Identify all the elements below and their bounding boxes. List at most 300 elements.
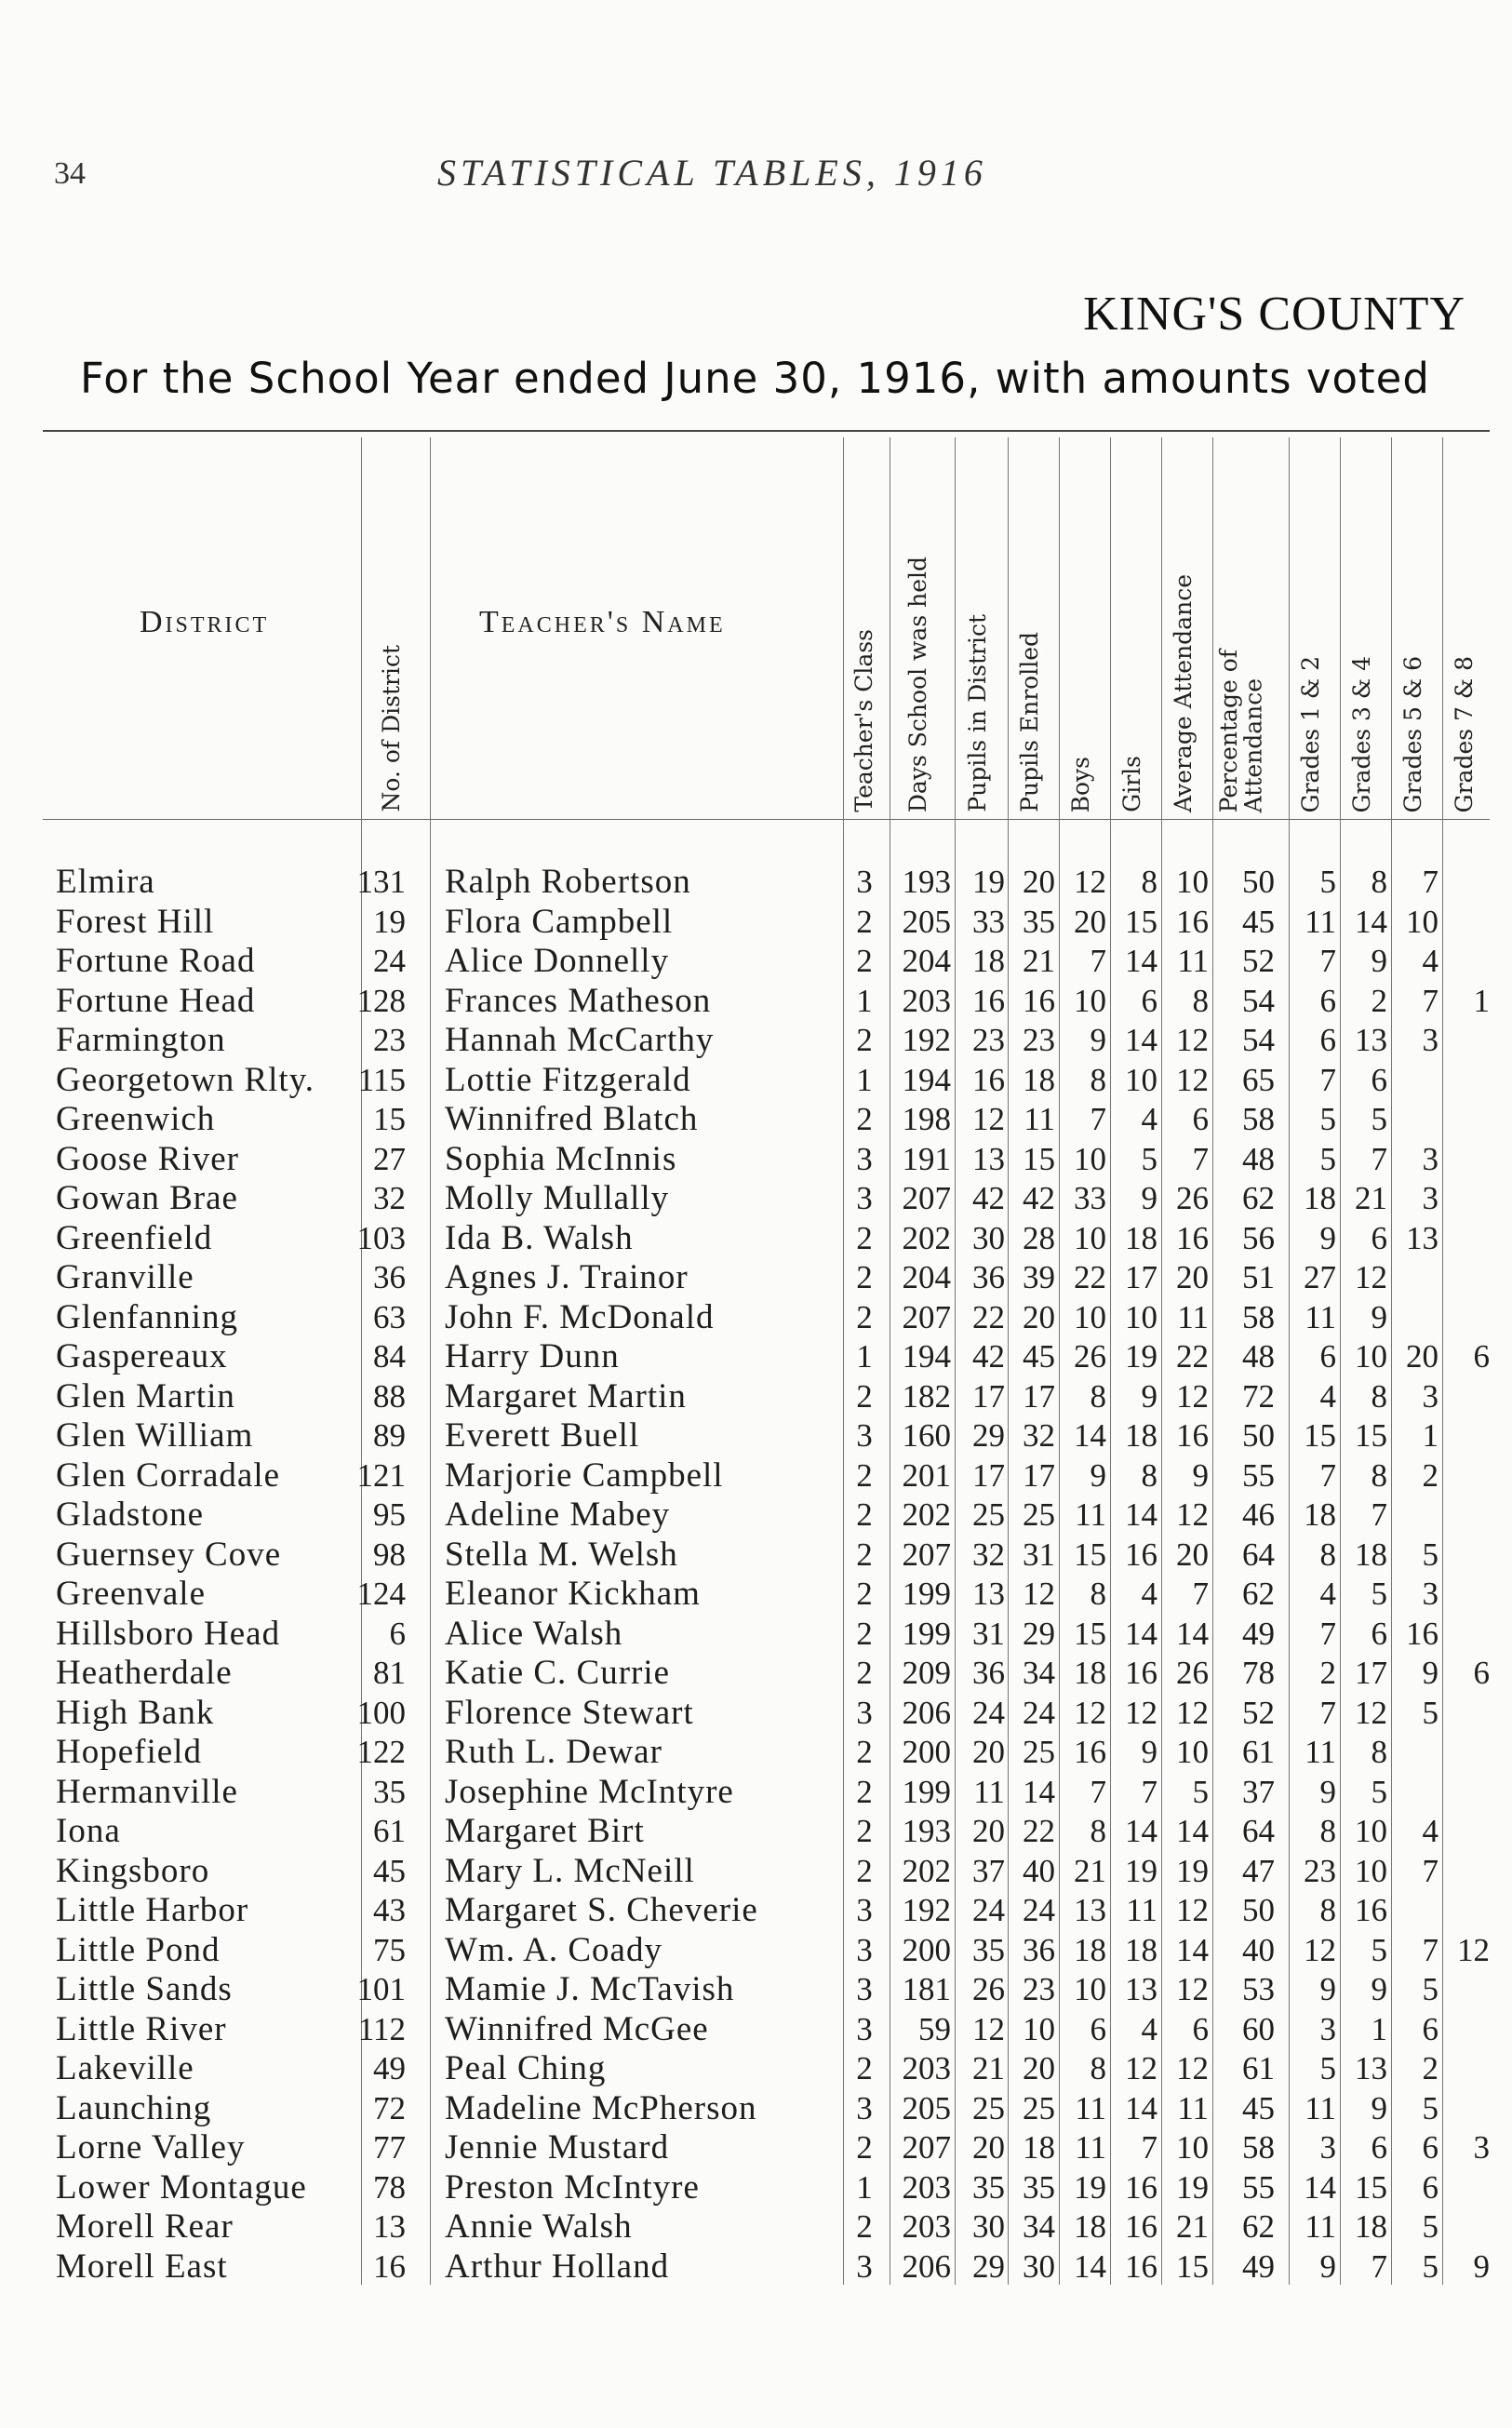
grades-1-2-cell: 9: [1319, 1971, 1336, 2007]
pupils-in-district-cell: 18: [972, 943, 1005, 979]
boys-cell: 18: [1074, 1931, 1106, 1968]
boys-cell: 20: [1074, 903, 1106, 940]
table-row: [0, 1456, 1512, 1496]
district-cell: Fortune Head: [56, 981, 256, 1020]
teacher-name-cell: Ralph Robertson: [445, 863, 691, 901]
boys-cell: 10: [1074, 982, 1106, 1019]
grades-5-6-cell: 6: [1422, 2010, 1438, 2047]
grades-1-2-cell: 23: [1304, 1852, 1336, 1889]
pupils-enrolled-cell: 39: [1023, 1259, 1055, 1295]
girls-cell: 18: [1125, 1931, 1157, 1968]
days-held-cell: 160: [902, 1417, 951, 1454]
percentage-cell: 64: [1242, 1536, 1275, 1573]
header-percentage-attendance: [1217, 650, 1266, 812]
teacher-class-cell: 3: [856, 864, 873, 900]
district-cell: Glen Corradale: [56, 1455, 281, 1495]
pupils-in-district-cell: 31: [972, 1615, 1005, 1652]
header-teachers-class: Teacher's Class: [850, 629, 877, 812]
grades-5-6-cell: 5: [1422, 1694, 1438, 1731]
pupils-enrolled-cell: 30: [1023, 2247, 1055, 2285]
teacher-name-cell: Josephine McIntyre: [445, 1772, 734, 1811]
district-number-cell: 75: [373, 1931, 406, 1968]
grades-5-6-cell: 20: [1406, 1338, 1438, 1375]
district-number-cell: 61: [373, 1813, 406, 1849]
grades-5-6-cell: 7: [1422, 864, 1438, 900]
average-attendance-cell: 19: [1176, 2168, 1209, 2206]
grades-1-2-cell: 2: [1319, 1655, 1336, 1691]
boys-cell: 6: [1090, 2010, 1106, 2047]
grades-5-6-cell: 7: [1422, 982, 1438, 1019]
pupils-enrolled-cell: 14: [1023, 1773, 1055, 1810]
teacher-class-cell: 2: [856, 1219, 873, 1256]
teacher-name-cell: Margaret S. Cheverie: [445, 1891, 758, 1929]
days-held-cell: 206: [902, 1694, 951, 1731]
boys-cell: 14: [1074, 2247, 1106, 2285]
percentage-cell: 62: [1242, 1180, 1275, 1216]
teacher-name-cell: Stella M. Welsh: [445, 1535, 678, 1574]
average-attendance-cell: 10: [1176, 864, 1209, 900]
county-title: KING'S COUNTY: [1083, 288, 1465, 341]
teacher-name-cell: Frances Matheson: [445, 981, 712, 1020]
teacher-class-cell: 2: [856, 2208, 873, 2245]
table-row: [0, 1812, 1512, 1851]
grades-5-6-cell: 7: [1422, 1852, 1438, 1889]
district-cell: Heatherdale: [56, 1654, 233, 1692]
grades-1-2-cell: 4: [1319, 1576, 1336, 1612]
girls-cell: 6: [1141, 982, 1157, 1019]
pupils-enrolled-cell: 17: [1023, 1377, 1055, 1415]
grades-3-4-cell: 18: [1355, 1536, 1387, 1573]
table-row: [0, 2128, 1512, 2167]
pupils-in-district-cell: 25: [972, 2089, 1005, 2126]
district-number-cell: 101: [356, 1971, 406, 2007]
percentage-cell: 61: [1242, 2050, 1275, 2086]
table-row: [0, 1416, 1512, 1455]
percentage-cell: 58: [1242, 1298, 1275, 1335]
grades-5-6-cell: 6: [1422, 2168, 1438, 2206]
pupils-in-district-cell: 24: [972, 1694, 1005, 1731]
average-attendance-cell: 12: [1176, 1061, 1209, 1098]
teacher-class-cell: 3: [856, 2089, 873, 2126]
pupils-in-district-cell: 23: [972, 1022, 1005, 1058]
district-cell: Georgetown Rlty.: [56, 1060, 315, 1099]
grades-3-4-cell: 13: [1355, 2050, 1387, 2086]
teacher-name-cell: Winnifred Blatch: [445, 1100, 699, 1138]
boys-cell: 18: [1074, 2208, 1106, 2245]
district-number-cell: 24: [373, 943, 406, 979]
table-row: [0, 2207, 1512, 2247]
table-row: [0, 1733, 1512, 1772]
average-attendance-cell: 12: [1176, 1694, 1209, 1731]
pupils-in-district-cell: 30: [972, 1219, 1005, 1256]
pupils-in-district-cell: 19: [972, 864, 1005, 900]
grades-3-4-cell: 7: [1371, 2247, 1387, 2285]
teacher-class-cell: 2: [856, 1773, 873, 1810]
header-no-of-district: No. of District: [378, 645, 405, 812]
pupils-enrolled-cell: 42: [1023, 1180, 1055, 1216]
pupils-enrolled-cell: 24: [1023, 1892, 1055, 1928]
percentage-cell: 58: [1242, 2129, 1275, 2166]
percentage-cell: 48: [1242, 1338, 1275, 1375]
grades-1-2-cell: 3: [1319, 2010, 1336, 2047]
district-cell: Hermanville: [56, 1772, 238, 1811]
boys-cell: 15: [1074, 1536, 1106, 1573]
grades-5-6-cell: 16: [1406, 1615, 1438, 1652]
boys-cell: 33: [1074, 1180, 1106, 1216]
district-cell: Farmington: [56, 1021, 226, 1059]
grades-5-6-cell: 1: [1422, 1417, 1438, 1454]
teacher-name-cell: Margaret Martin: [445, 1376, 687, 1415]
grades-1-2-cell: 27: [1304, 1259, 1336, 1295]
district-number-cell: 36: [373, 1259, 406, 1295]
girls-cell: 15: [1125, 903, 1157, 940]
pupils-enrolled-cell: 17: [1023, 1456, 1055, 1494]
district-cell: Lower Montague: [56, 2167, 307, 2207]
teacher-name-cell: Molly Mullally: [445, 1179, 670, 1217]
average-attendance-cell: 16: [1176, 1417, 1209, 1454]
grades-1-2-cell: 8: [1319, 1892, 1336, 1928]
girls-cell: 9: [1141, 1180, 1157, 1216]
girls-cell: 14: [1125, 1022, 1157, 1058]
pupils-in-district-cell: 25: [972, 1496, 1005, 1533]
district-number-cell: 124: [356, 1576, 406, 1612]
table-row: [0, 1773, 1512, 1812]
girls-cell: 14: [1125, 2089, 1157, 2126]
district-number-cell: 121: [356, 1456, 406, 1494]
pupils-enrolled-cell: 35: [1023, 903, 1055, 940]
average-attendance-cell: 7: [1192, 1140, 1209, 1177]
days-held-cell: 192: [902, 1892, 951, 1928]
district-cell: Greenfield: [56, 1218, 213, 1257]
days-held-cell: 199: [902, 1773, 951, 1810]
pupils-in-district-cell: 35: [972, 1931, 1005, 1968]
grades-1-2-cell: 18: [1304, 1496, 1336, 1533]
grades-1-2-cell: 11: [1305, 903, 1336, 940]
table-row: [0, 1140, 1512, 1179]
teacher-class-cell: 2: [856, 1813, 873, 1849]
pupils-in-district-cell: 17: [972, 1456, 1005, 1494]
percentage-cell: 47: [1242, 1852, 1275, 1889]
district-number-cell: 13: [373, 2208, 406, 2245]
district-cell: Lakeville: [56, 2049, 194, 2087]
grades-3-4-cell: 10: [1355, 1338, 1387, 1375]
girls-cell: 16: [1125, 1536, 1157, 1573]
grades-1-2-cell: 6: [1319, 982, 1336, 1019]
teacher-name-cell: Harry Dunn: [445, 1337, 620, 1375]
grades-7-8-cell: 9: [1473, 2247, 1490, 2285]
pupils-in-district-cell: 17: [972, 1377, 1005, 1415]
percentage-cell: 49: [1242, 2247, 1275, 2285]
district-number-cell: 63: [373, 1298, 406, 1335]
district-cell: Elmira: [56, 863, 155, 901]
district-cell: Glen William: [56, 1416, 254, 1455]
pupils-enrolled-cell: 12: [1023, 1576, 1055, 1612]
table-row: [0, 1654, 1512, 1693]
grades-3-4-cell: 15: [1355, 2168, 1387, 2206]
header-percentage-line2: Attendance: [1239, 677, 1267, 812]
pupils-enrolled-cell: 20: [1023, 2050, 1055, 2086]
teacher-class-cell: 2: [856, 1536, 873, 1573]
teacher-class-cell: 2: [856, 2129, 873, 2166]
pupils-in-district-cell: 37: [972, 1852, 1005, 1889]
percentage-cell: 55: [1242, 1456, 1275, 1494]
days-held-cell: 204: [902, 1259, 951, 1295]
grades-5-6-cell: 5: [1422, 1536, 1438, 1573]
girls-cell: 4: [1141, 2010, 1157, 2047]
grades-1-2-cell: 11: [1305, 2208, 1336, 2245]
teacher-name-cell: Mamie J. McTavish: [445, 1970, 735, 2008]
days-held-cell: 199: [902, 1615, 951, 1652]
average-attendance-cell: 14: [1176, 1615, 1209, 1652]
girls-cell: 9: [1141, 1734, 1157, 1770]
pupils-enrolled-cell: 32: [1023, 1417, 1055, 1454]
header-pupils-enrolled: Pupils Enrolled: [1016, 632, 1043, 812]
percentage-cell: 72: [1242, 1377, 1275, 1415]
table-row: [0, 1258, 1512, 1297]
teacher-name-cell: Florence Stewart: [445, 1693, 694, 1732]
boys-cell: 7: [1090, 1101, 1106, 1137]
grades-3-4-cell: 12: [1355, 1259, 1387, 1295]
teacher-name-cell: Ida B. Walsh: [445, 1218, 634, 1257]
average-attendance-cell: 16: [1176, 903, 1209, 940]
teacher-class-cell: 3: [856, 1140, 873, 1177]
boys-cell: 11: [1075, 2129, 1106, 2166]
days-held-cell: 203: [902, 2168, 951, 2206]
days-held-cell: 205: [902, 903, 951, 940]
header-grades-1-2: Grades 1 & 2: [1297, 655, 1324, 812]
average-attendance-cell: 6: [1192, 2010, 1209, 2047]
grades-7-8-cell: 12: [1457, 1931, 1490, 1968]
table-row: [0, 1536, 1512, 1575]
pupils-enrolled-cell: 25: [1023, 1734, 1055, 1770]
average-attendance-cell: 20: [1176, 1259, 1209, 1295]
days-held-cell: 207: [902, 1298, 951, 1335]
girls-cell: 14: [1125, 1813, 1157, 1849]
boys-cell: 10: [1074, 1298, 1106, 1335]
grades-5-6-cell: 7: [1422, 1931, 1438, 1968]
grades-3-4-cell: 6: [1371, 1061, 1387, 1098]
district-number-cell: 95: [373, 1496, 406, 1533]
teacher-name-cell: Alice Walsh: [445, 1614, 623, 1653]
pupils-enrolled-cell: 29: [1023, 1615, 1055, 1652]
teacher-class-cell: 1: [856, 982, 873, 1019]
teacher-class-cell: 3: [856, 1931, 873, 1968]
average-attendance-cell: 12: [1176, 1892, 1209, 1928]
girls-cell: 11: [1126, 1892, 1157, 1928]
days-held-cell: 193: [902, 1813, 951, 1849]
grades-1-2-cell: 9: [1319, 1219, 1336, 1256]
teacher-class-cell: 2: [856, 1496, 873, 1533]
running-head: STATISTICAL TABLES, 1916: [437, 152, 987, 194]
girls-cell: 13: [1125, 1971, 1157, 2007]
pupils-enrolled-cell: 16: [1023, 982, 1055, 1019]
grades-3-4-cell: 6: [1371, 2129, 1387, 2166]
average-attendance-cell: 11: [1177, 2089, 1209, 2126]
header-teachers-name: Teacher's Name: [479, 605, 726, 639]
teacher-name-cell: Madeline McPherson: [445, 2088, 757, 2127]
table-row: [0, 1852, 1512, 1891]
percentage-cell: 46: [1242, 1496, 1275, 1533]
district-cell: Greenvale: [56, 1575, 207, 1613]
pupils-in-district-cell: 12: [972, 1101, 1005, 1137]
average-attendance-cell: 11: [1177, 1298, 1209, 1335]
pupils-in-district-cell: 20: [972, 1813, 1005, 1849]
girls-cell: 18: [1125, 1417, 1157, 1454]
percentage-cell: 48: [1242, 1140, 1275, 1177]
table-row: [0, 1694, 1512, 1733]
grades-3-4-cell: 13: [1355, 1022, 1387, 1058]
grades-5-6-cell: 5: [1422, 2247, 1438, 2285]
district-cell: High Bank: [56, 1693, 215, 1732]
pupils-enrolled-cell: 21: [1023, 943, 1055, 979]
boys-cell: 12: [1074, 1694, 1106, 1731]
pupils-in-district-cell: 32: [972, 1536, 1005, 1573]
grades-3-4-cell: 8: [1371, 1734, 1387, 1770]
average-attendance-cell: 12: [1176, 1496, 1209, 1533]
boys-cell: 16: [1074, 1734, 1106, 1770]
district-cell: Glen Martin: [56, 1376, 235, 1415]
grades-3-4-cell: 17: [1355, 1655, 1387, 1691]
grades-3-4-cell: 10: [1355, 1813, 1387, 1849]
district-cell: Gowan Brae: [56, 1179, 238, 1217]
teacher-name-cell: Winnifred McGee: [445, 2009, 709, 2048]
table-row: [0, 1496, 1512, 1535]
average-attendance-cell: 5: [1192, 1773, 1209, 1810]
percentage-cell: 62: [1242, 1576, 1275, 1612]
pupils-in-district-cell: 33: [972, 903, 1005, 940]
teacher-class-cell: 1: [856, 2168, 873, 2206]
pupils-enrolled-cell: 24: [1023, 1694, 1055, 1731]
average-attendance-cell: 16: [1176, 1219, 1209, 1256]
grades-1-2-cell: 8: [1319, 1536, 1336, 1573]
grades-1-2-cell: 7: [1319, 1061, 1336, 1098]
district-cell: Glenfanning: [56, 1297, 238, 1336]
pupils-enrolled-cell: 35: [1023, 2168, 1055, 2206]
teacher-name-cell: Mary L. McNeill: [445, 1851, 695, 1890]
days-held-cell: 194: [902, 1338, 951, 1375]
teacher-name-cell: John F. McDonald: [445, 1297, 715, 1336]
table-row: [0, 2010, 1512, 2049]
grades-5-6-cell: 9: [1422, 1655, 1438, 1691]
table-row: [0, 942, 1512, 981]
average-attendance-cell: 26: [1176, 1180, 1209, 1216]
days-held-cell: 203: [902, 2208, 951, 2245]
teacher-name-cell: Wm. A. Coady: [445, 1930, 662, 1969]
table-row: [0, 1931, 1512, 1970]
teacher-name-cell: Margaret Birt: [445, 1812, 645, 1850]
header-percentage-line1: Percentage of: [1215, 649, 1242, 812]
district-number-cell: 115: [357, 1061, 406, 1098]
district-number-cell: 77: [373, 2129, 406, 2166]
grades-1-2-cell: 5: [1319, 864, 1336, 900]
pupils-enrolled-cell: 10: [1023, 2010, 1055, 2047]
average-attendance-cell: 8: [1192, 982, 1209, 1019]
table-row: [0, 1615, 1512, 1654]
district-number-cell: 122: [356, 1734, 406, 1770]
average-attendance-cell: 21: [1176, 2208, 1209, 2245]
days-held-cell: 202: [902, 1496, 951, 1533]
average-attendance-cell: 12: [1176, 1377, 1209, 1415]
pupils-in-district-cell: 29: [972, 2247, 1005, 2285]
district-cell: Little Pond: [56, 1930, 221, 1969]
percentage-cell: 50: [1242, 1892, 1275, 1928]
average-attendance-cell: 14: [1176, 1813, 1209, 1849]
grades-1-2-cell: 8: [1319, 1813, 1336, 1849]
grades-3-4-cell: 10: [1355, 1852, 1387, 1889]
grades-1-2-cell: 5: [1319, 1101, 1336, 1137]
teacher-name-cell: Jennie Mustard: [445, 2128, 670, 2166]
pupils-in-district-cell: 21: [972, 2050, 1005, 2086]
boys-cell: 13: [1074, 1892, 1106, 1928]
grades-1-2-cell: 11: [1305, 1298, 1336, 1335]
average-attendance-cell: 15: [1176, 2247, 1209, 2285]
boys-cell: 22: [1074, 1259, 1106, 1295]
grades-1-2-cell: 9: [1319, 1773, 1336, 1810]
grades-3-4-cell: 8: [1371, 864, 1387, 900]
pupils-in-district-cell: 36: [972, 1259, 1005, 1295]
district-cell: Hillsboro Head: [56, 1614, 281, 1653]
girls-cell: 8: [1141, 864, 1157, 900]
girls-cell: 7: [1141, 1773, 1157, 1810]
teacher-class-cell: 2: [856, 1101, 873, 1137]
grades-3-4-cell: 7: [1371, 1496, 1387, 1533]
teacher-name-cell: Lottie Fitzgerald: [445, 1060, 691, 1099]
teacher-name-cell: Alice Donnelly: [445, 942, 670, 980]
teacher-name-cell: Sophia McInnis: [445, 1139, 677, 1178]
district-number-cell: 81: [373, 1655, 406, 1691]
boys-cell: 14: [1074, 1417, 1106, 1454]
percentage-cell: 40: [1242, 1931, 1275, 1968]
pupils-in-district-cell: 20: [972, 2129, 1005, 2166]
days-held-cell: 203: [902, 2050, 951, 2086]
district-cell: Launching: [56, 2088, 212, 2127]
district-number-cell: 43: [373, 1892, 406, 1928]
teacher-name-cell: Flora Campbell: [445, 902, 674, 941]
days-held-cell: 201: [902, 1456, 951, 1494]
days-held-cell: 199: [902, 1576, 951, 1612]
pupils-in-district-cell: 20: [972, 1734, 1005, 1770]
header-grades-5-6: Grades 5 & 6: [1399, 655, 1426, 812]
table-row: [0, 1219, 1512, 1258]
girls-cell: 14: [1125, 943, 1157, 979]
pupils-enrolled-cell: 34: [1023, 1655, 1055, 1691]
boys-cell: 7: [1090, 1773, 1106, 1810]
grades-3-4-cell: 5: [1371, 1773, 1387, 1810]
boys-cell: 11: [1075, 2089, 1106, 2126]
boys-cell: 26: [1074, 1338, 1106, 1375]
pupils-in-district-cell: 16: [972, 982, 1005, 1019]
teacher-class-cell: 2: [856, 1734, 873, 1770]
district-cell: Iona: [56, 1812, 121, 1850]
table-row: [0, 2049, 1512, 2088]
girls-cell: 10: [1125, 1298, 1157, 1335]
grades-3-4-cell: 1: [1371, 2010, 1387, 2047]
grades-1-2-cell: 15: [1304, 1417, 1336, 1454]
days-held-cell: 205: [902, 2089, 951, 2126]
percentage-cell: 51: [1242, 1259, 1275, 1295]
grades-7-8-cell: 6: [1473, 1655, 1490, 1691]
pupils-in-district-cell: 26: [972, 1971, 1005, 2007]
pupils-enrolled-cell: 20: [1023, 1298, 1055, 1335]
percentage-cell: 53: [1242, 1971, 1275, 2007]
teacher-name-cell: Hannah McCarthy: [445, 1021, 715, 1059]
grades-3-4-cell: 18: [1355, 2208, 1387, 2245]
average-attendance-cell: 10: [1176, 2129, 1209, 2166]
teacher-class-cell: 3: [856, 1971, 873, 2007]
teacher-class-cell: 1: [856, 1061, 873, 1098]
district-cell: Hopefield: [56, 1733, 202, 1771]
pupils-enrolled-cell: 36: [1023, 1931, 1055, 1968]
